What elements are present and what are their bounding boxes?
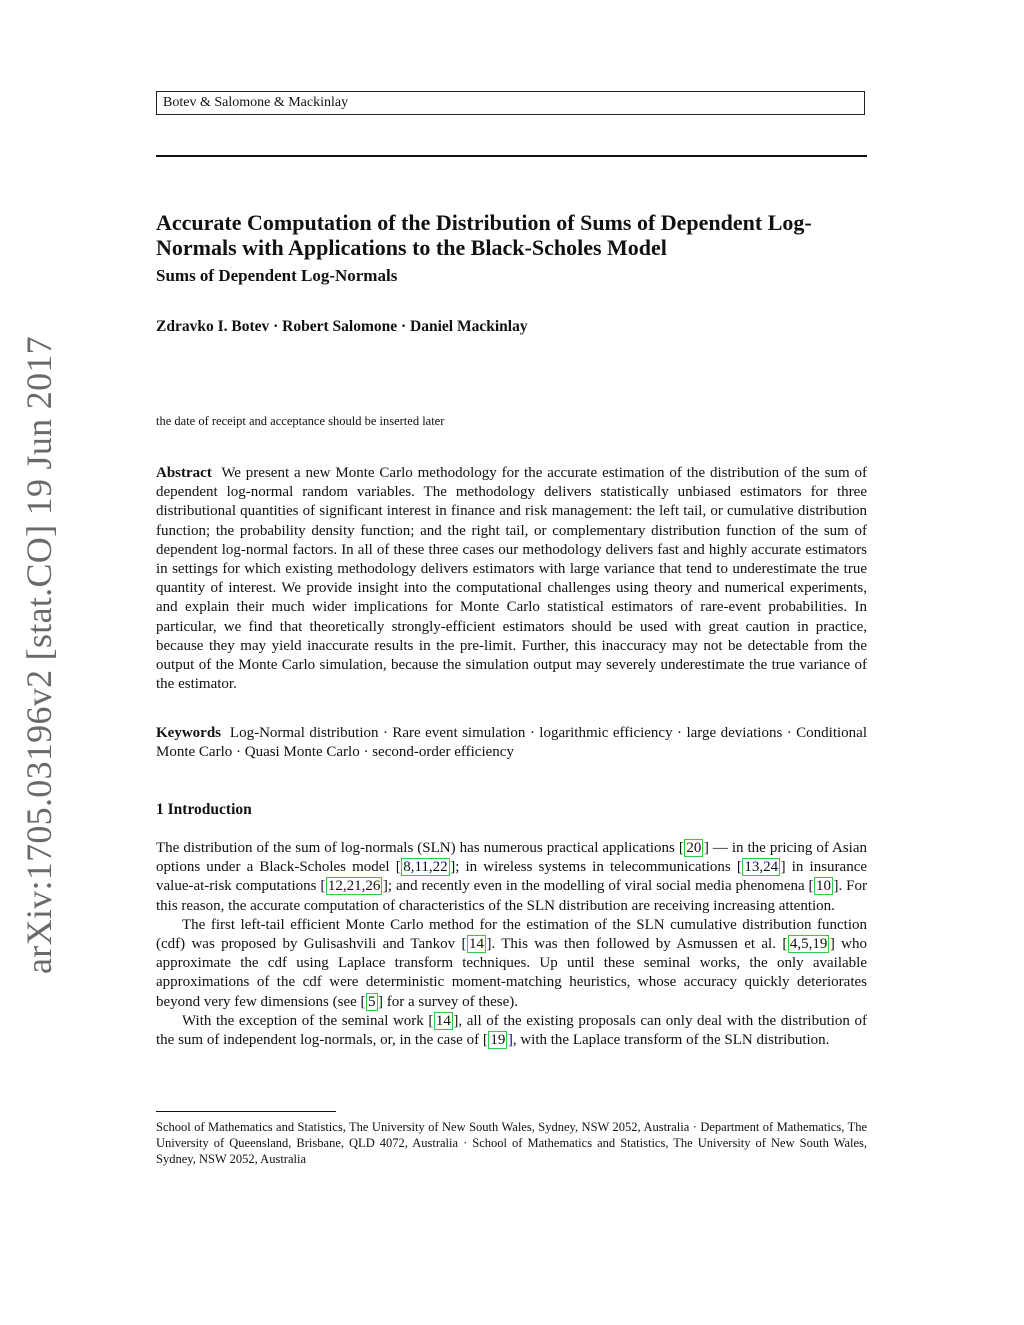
text-run: , with the Laplace transform of the SLN distribution.	[512, 1032, 830, 1049]
text-run: for a survey of these).	[383, 993, 518, 1010]
author-list: Zdravko I. Botev · Robert Salomone · Daniel Mackinlay	[156, 318, 528, 335]
citation-link[interactable]: [ 14 ]	[461, 936, 492, 953]
citation-ref[interactable]: 20	[686, 840, 702, 856]
citation-ref[interactable]: 14	[435, 1012, 451, 1029]
text-run: , all of the existing proposals can only deal with the distribution of the sum of independent log-normals, or, in the case of	[156, 1012, 867, 1049]
running-header: Botev & Salomone & Mackinlay	[156, 91, 865, 115]
header-rule	[156, 155, 867, 157]
introduction-body	[156, 839, 867, 1050]
abstract-label: Abstract	[156, 465, 212, 481]
text-run: . This was then followed by Asmussen et al.	[491, 936, 783, 953]
citation-link[interactable]: [ 5 ]	[360, 993, 384, 1010]
text-run: in insurance value-at-risk computations	[156, 859, 868, 895]
citation-link[interactable]: [ 12,21,26 ]	[320, 878, 388, 895]
paragraph	[156, 839, 867, 916]
arxiv-id: arXiv:1705.03196v2 [stat.CO] 19 Jun 2017	[19, 336, 59, 974]
text-run: ; and recently even in the modelling of viral social media phenomena	[387, 878, 809, 895]
text-run: — in the pricing of Asian options under a Black-Scholes model	[156, 840, 867, 876]
footnote-rule	[156, 1111, 336, 1112]
citation-ref[interactable]: 4,5,19	[789, 936, 828, 953]
paper-subtitle: Sums of Dependent Log-Normals	[156, 266, 398, 285]
text-run: The first left-tail efficient Monte Carlo method for the estimation of the SLN cumulative distribution function (cdf) was proposed by Gulisashvili and Tankov	[156, 916, 867, 953]
citation-link[interactable]: [ 4,5,19 ]	[782, 936, 835, 953]
citation-ref[interactable]: 13,24	[744, 859, 779, 876]
text-run: The distribution of the sum of log-normals (SLN) has numerous practical applications	[156, 840, 679, 856]
citation-link[interactable]: [ 13,24 ]	[736, 859, 786, 876]
citation-link[interactable]: [ 10 ]	[808, 878, 839, 895]
citation-ref[interactable]: 14	[468, 936, 484, 953]
keywords	[156, 724, 867, 762]
citation-ref[interactable]: 5	[368, 993, 376, 1010]
citation-link[interactable]: [ 20 ]	[678, 840, 709, 856]
citation-ref[interactable]: 8,11,22	[403, 859, 448, 876]
citation-link[interactable]: [ 14 ]	[428, 1012, 459, 1029]
paper-title: Accurate Computation of the Distribution of Sums of Dependent Log-Normals with Applications to the Black-Scholes Model	[156, 210, 812, 260]
affiliation-footnote: School of Mathematics and Statistics, The University of New South Wales, Sydney, NSW 2052, Australia · Department of Mathematics, The University of Queensland, Brisbane, QLD 4072, Australia · School of Mathematics and Statistics, The University of New South Wales, Sydney, NSW 2052, Australia	[156, 1120, 867, 1166]
keywords-text: Log-Normal distribution · Rare event simulation · logarithmic efficiency · large deviations · Conditional Monte Carlo · Quasi Monte Carlo · second-order efficiency	[156, 725, 868, 761]
keywords-label: Keywords	[156, 725, 221, 741]
text-run: ; in wireless systems in telecommunications	[455, 859, 737, 876]
citation-link[interactable]: [ 8,11,22 ]	[395, 859, 456, 876]
section-heading: 1 Introduction	[156, 801, 252, 818]
citation-ref[interactable]: 12,21,26	[327, 878, 381, 895]
citation-link[interactable]: [ 19 ]	[482, 1032, 513, 1049]
citation-ref[interactable]: 10	[816, 878, 832, 895]
paragraph	[156, 1012, 867, 1050]
received-note: the date of receipt and acceptance should be inserted later	[156, 414, 445, 428]
text-run: who approximate the cdf using Laplace transform techniques. Up until these seminal works, the only available approximations of the cdf were deterministic moment-matching heuristics, whose accuracy quickly deteriorates beyond very few dimensions (see	[156, 936, 867, 1010]
citation-ref[interactable]: 19	[490, 1032, 506, 1049]
text-run: . For this reason, the accurate computation of characteristics of the SLN distribution are receiving increasing attention.	[156, 878, 868, 914]
text-run: With the exception of the seminal work	[182, 1012, 429, 1029]
abstract	[156, 464, 867, 694]
paragraph	[156, 916, 867, 1012]
abstract-text: We present a new Monte Carlo methodology for the accurate estimation of the distribution of the sum of dependent log-normal random variables. The methodology delivers statistically unbiased estimators for three distributional quantities of significant interest in finance and risk management: the left tail, or cumulative distribution function; the probability density function; and the right tail, or complementary distribution function of the sum of dependent log-normal factors. In all of these three cases our methodology delivers fast and highly accurate estimators in settings for which existing methodology delivers estimators with large variance that tend to underestimate the true quantity of interest. We provide insight into the computational challenges using theory and numerical experiments, and explain their much wider implications for Monte Carlo statistical estimators of rare-event probabilities. In particular, we find that theoretically strongly-efficient estimators should be used with great caution in practice, because they may yield inaccurate results in the pre-limit. Further, this inaccuracy may not be detectable from the output of the Monte Carlo simulation, because the simulation output may severely underestimate the true variance of the estimator.	[156, 465, 867, 693]
